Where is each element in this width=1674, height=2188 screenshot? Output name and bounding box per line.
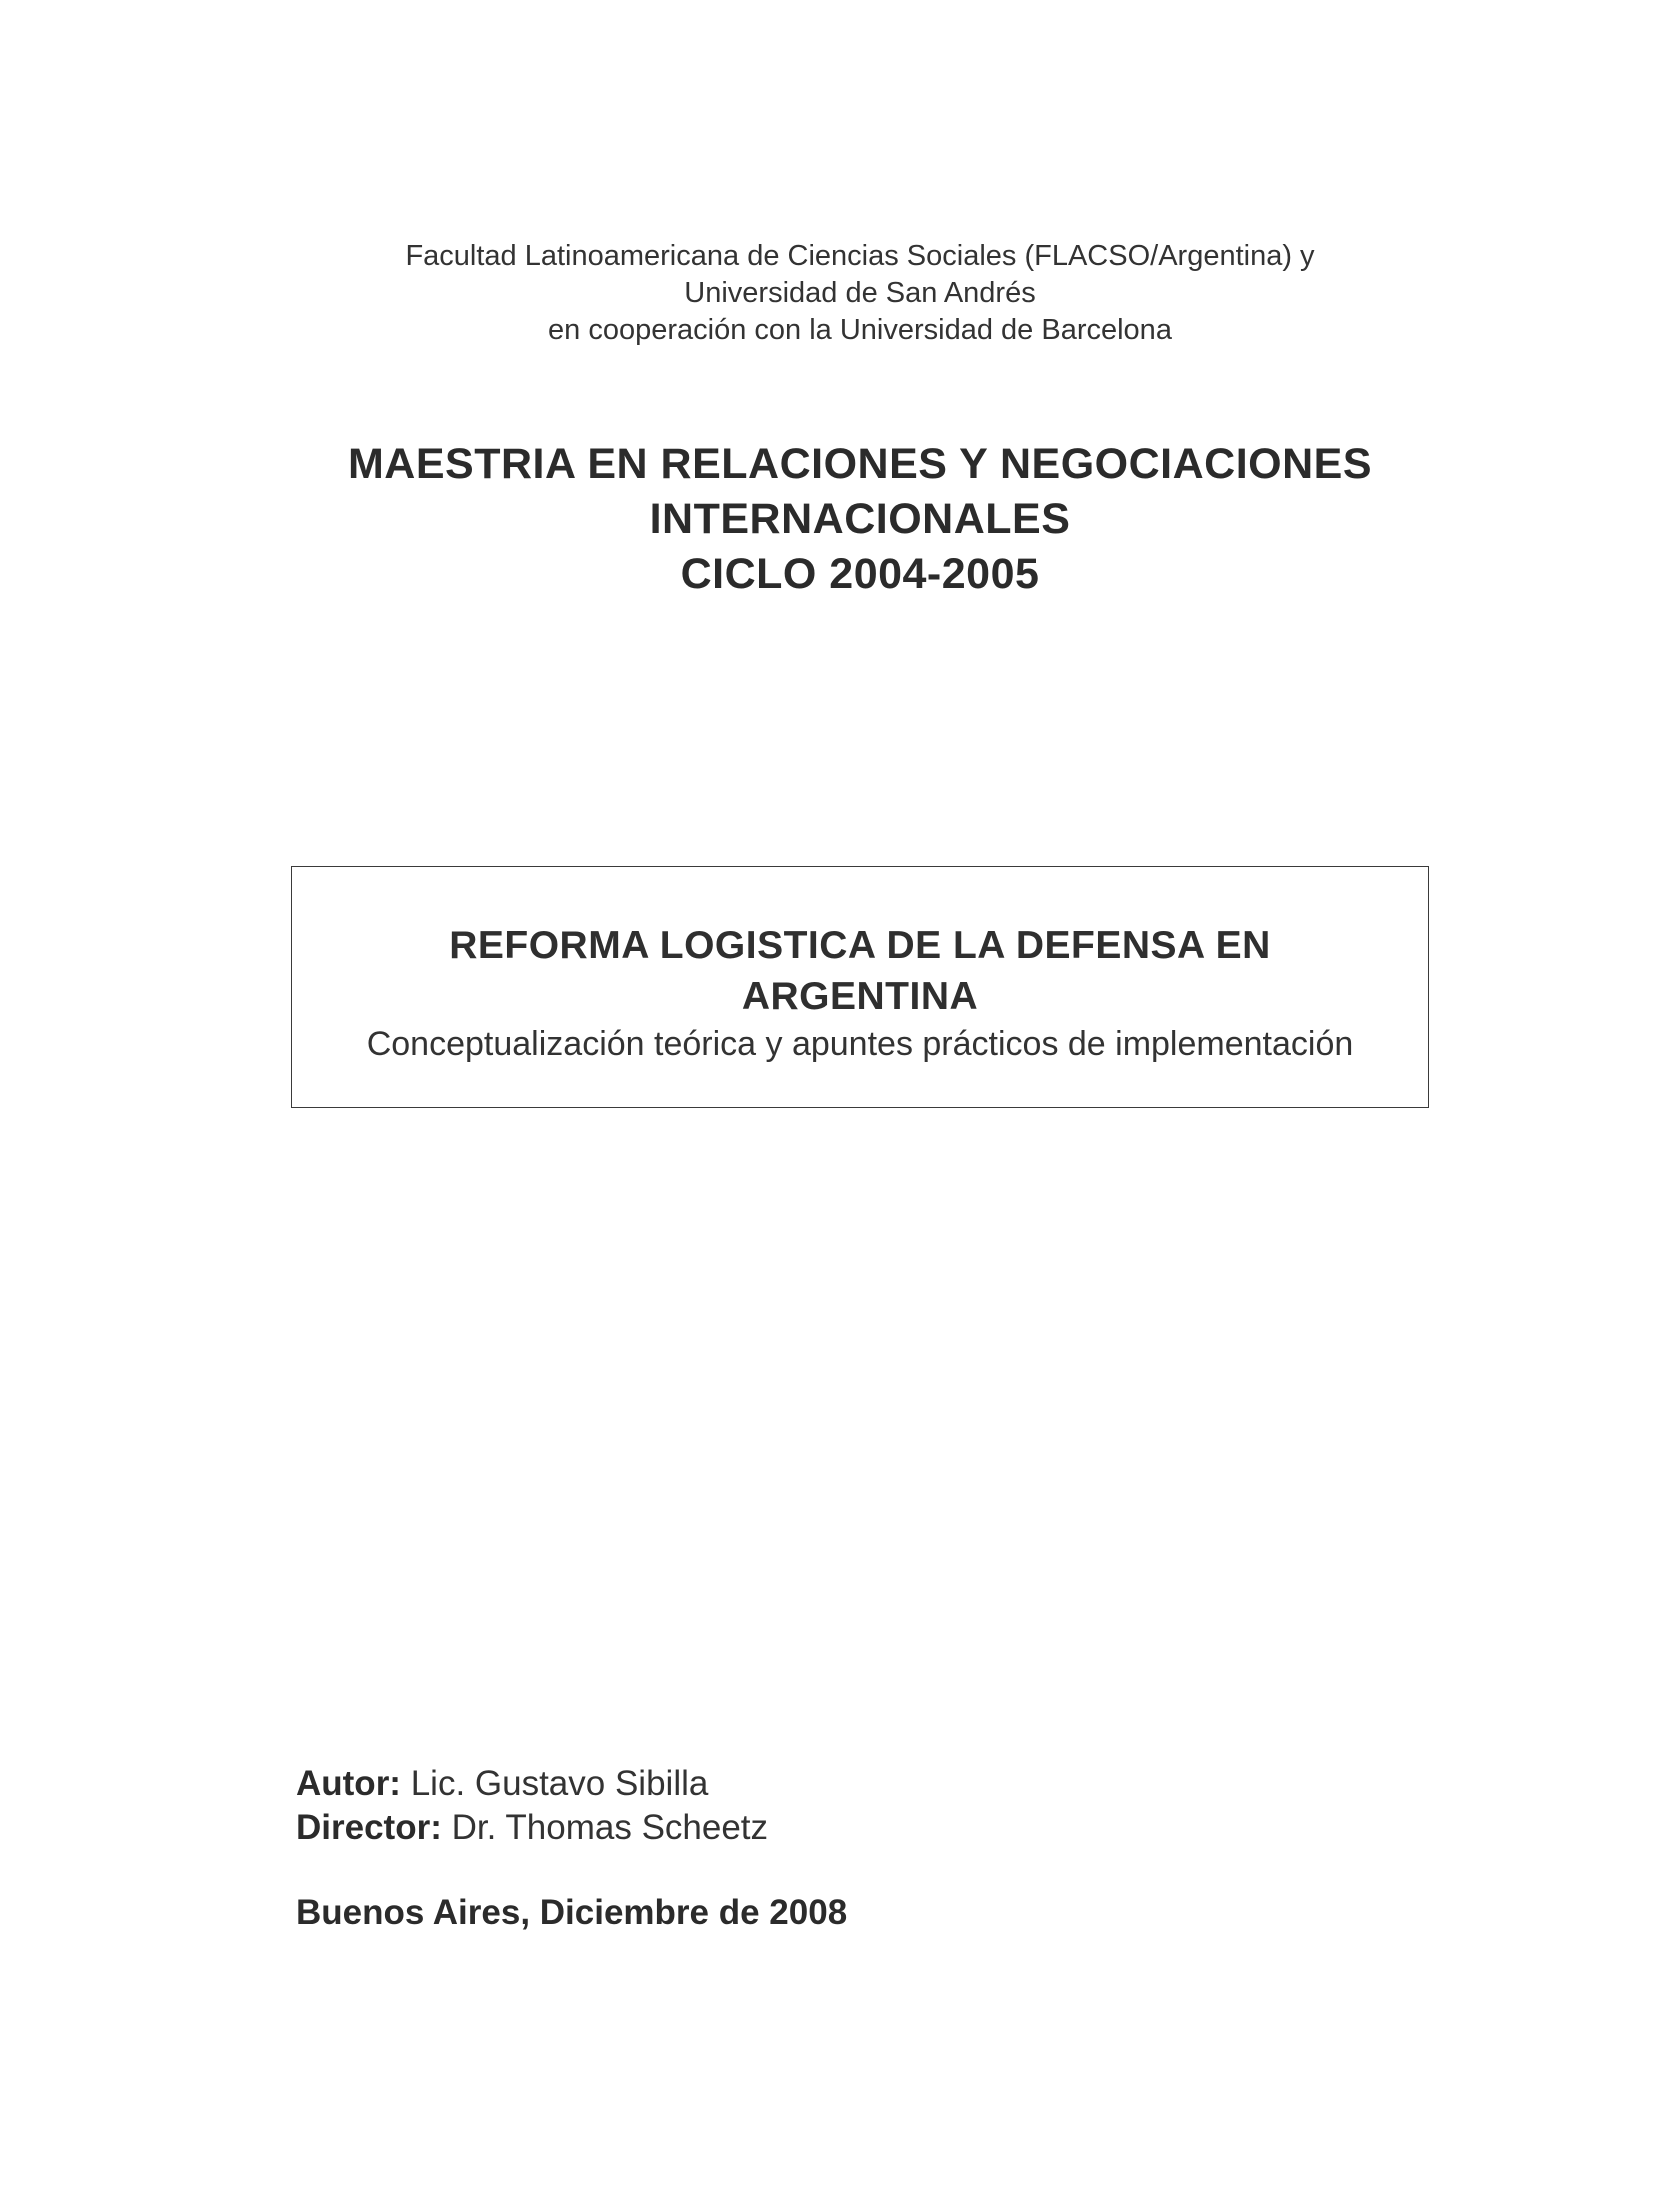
institution-line-1: Facultad Latinoamericana de Ciencias Sociales (FLACSO/Argentina) y: [405, 240, 1315, 272]
author-name: Lic. Gustavo Sibilla: [410, 1764, 709, 1803]
program-line-1: MAESTRIA EN RELACIONES Y NEGOCIACIONES: [347, 440, 1373, 488]
thesis-subtitle: Conceptualización teórica y apuntes prácticos de implementación: [366, 1025, 1354, 1063]
author-label: Autor:: [296, 1764, 411, 1803]
institution-header: [0, 238, 1674, 349]
director-name: Dr. Thomas Scheetz: [451, 1808, 769, 1847]
author-row: [296, 1762, 768, 1806]
director-row: [296, 1806, 768, 1850]
program-title: [0, 437, 1674, 602]
program-line-3: CICLO 2004-2005: [680, 550, 1040, 598]
program-line-2: INTERNACIONALES: [649, 495, 1071, 543]
director-label: Director:: [296, 1808, 452, 1847]
thesis-title-line-2: ARGENTINA: [741, 975, 979, 1018]
credits-block: [296, 1762, 768, 1850]
institution-line-3: en cooperación con la Universidad de Barcelona: [548, 314, 1172, 346]
thesis-title-line-1: REFORMA LOGISTICA DE LA DEFENSA EN: [449, 924, 1271, 967]
institution-line-2: Universidad de San Andrés: [684, 277, 1036, 309]
thesis-title: [292, 920, 1428, 1022]
place-date: Buenos Aires, Diciembre de 2008: [296, 1893, 848, 1932]
thesis-title-box: [291, 866, 1429, 1108]
